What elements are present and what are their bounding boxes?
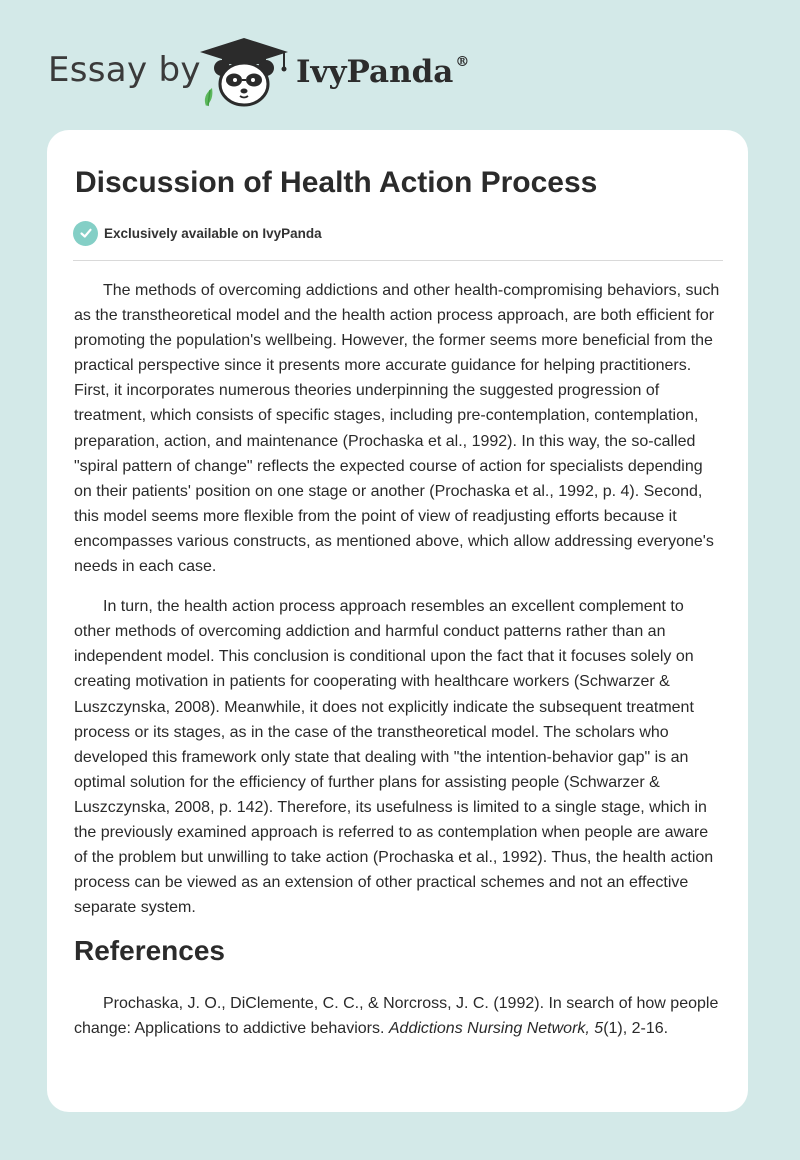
body-paragraph: The methods of overcoming addictions and other health-compromising behaviors, such as the transtheoretical model and the health action process approach, are both efficient for promoting the population's wellbeing. However, the former seems more beneficial from the practical perspective since it presents more accurate guidance for helping practitioners. First, it incorporates numerous theories underpinning the suggested progression of treatment, which consists of specific stages, including pre-contemplation, contemplation, preparation, action, and maintenance (Prochaska et al., 1992). In this way, the so-called "spiral pattern of change" reflects the expected course of action for specialists depending on their patients' position on one stage or another (Prochaska et al., 1992, p. 4). Second, this model seems more flexible from the point of view of readjusting efforts because it encompasses various constructs, as mentioned above, which allow addressing everyone's needs in each case. <box>74 282 720 576</box>
exclusive-badge-text: Exclusively available on IvyPanda <box>104 225 322 241</box>
reference-entry <box>74 991 724 1041</box>
check-circle-icon <box>73 221 98 246</box>
reference-authors: Prochaska, J. O., DiClemente, C. C., & Norcross, J. C. (1992). In search of how people change: Applications to addictive behaviors. <box>74 995 719 1038</box>
panda-graduate-icon[interactable] <box>196 36 292 108</box>
essay-card <box>47 130 748 1112</box>
essay-body <box>74 278 724 1057</box>
references-heading: References <box>74 935 225 967</box>
divider <box>73 260 723 261</box>
reference-journal: Addictions Nursing Network, 5 <box>388 1020 604 1038</box>
exclusive-badge <box>73 220 322 246</box>
site-header <box>0 0 800 130</box>
brand-name[interactable]: IvyPanda ® <box>296 54 470 90</box>
body-paragraph: In turn, the health action process approach resembles an excellent complement to other methods of overcoming addiction and harmful conduct patterns rather than an independent model. This conclusion is conditional upon the fact that it focuses solely on creating motivation in patients for cooperating with healthcare workers (Schwarzer & Luszczynska, 2008). Meanwhile, it does not explicitly indicate the subsequent treatment process or its stages, as in the case of the transtheoretical model. The scholars who developed this framework only state that dealing with "the intention-behavior gap" is an optimal solution for the efficiency of further plans for assisting people (Schwarzer & Luszczynska, 2008, p. 142). Therefore, its usefulness is limited to a single stage, which in the previously examined approach is referred to as contemplation when people are aware of the problem but unwilling to take action (Prochaska et al., 1992). Thus, the health action process can be viewed as an extension of other practical schemes and not an effective separate system. <box>74 598 714 917</box>
brand-prefix: Essay by <box>48 50 201 90</box>
page-title: Discussion of Health Action Process <box>75 166 598 199</box>
reference-issue-pages: (1), 2-16. <box>603 1020 669 1038</box>
registered-mark: ® <box>455 54 470 70</box>
